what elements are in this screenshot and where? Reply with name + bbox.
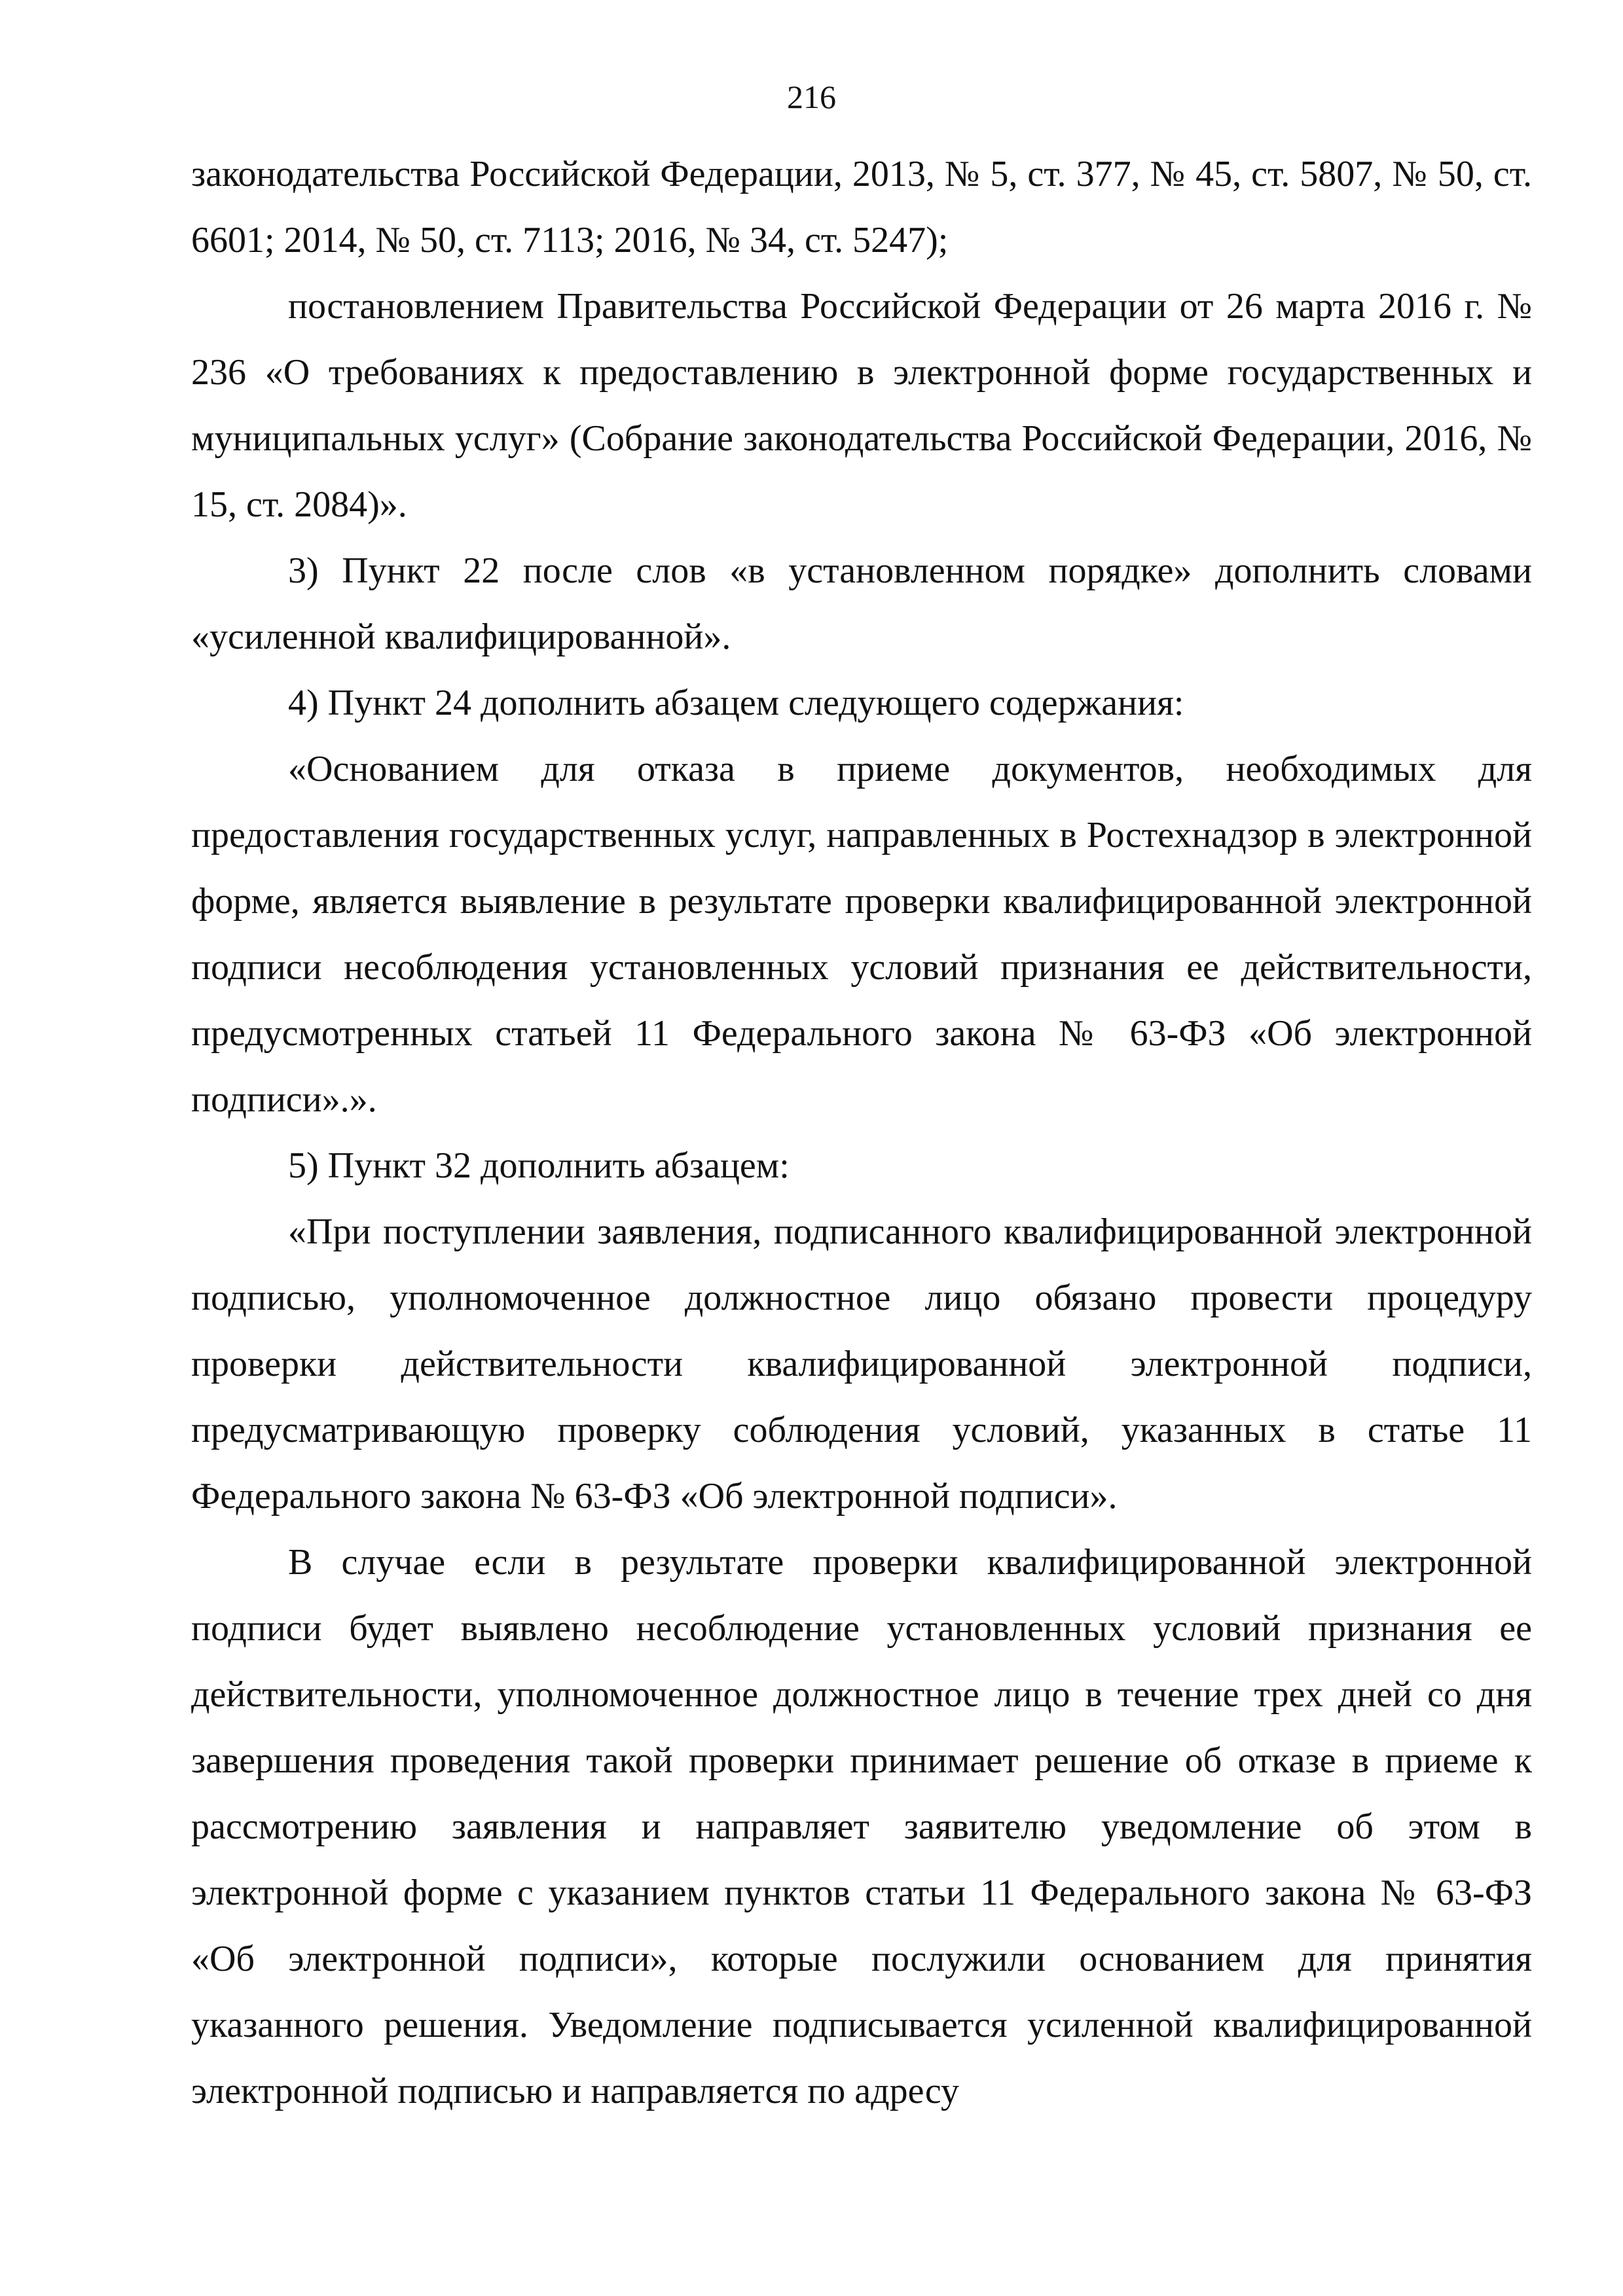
paragraph-item-4: 4) Пункт 24 дополнить абзацем следующего содержания:: [288, 683, 1184, 723]
paragraph-item-3: 3) Пункт 22 после слов «в установленном порядке» дополнить словами «усиленной квалифицированной».: [191, 550, 1532, 657]
page-number: 216: [787, 79, 836, 115]
document-body: [191, 141, 1532, 2125]
paragraph-resolution-reference: постановлением Правительства Российской Федерации от 26 марта 2016 г. № 236 «О требованиях к предоставлению в электронной форме государственных и муниципальных услуг» (Собрание законодательства Российской Федерации, 2016, № 15, ст. 2084)».: [191, 286, 1532, 525]
paragraph-rejection-procedure: В случае если в результате проверки квалифицированной электронной подписи будет выявлено несоблюдение установленных условий признания ее действительности, уполномоченное должностное лицо в течение трех дней со дня завершения проведения такой проверки принимает решение об отказе в приеме к рассмотрению заявления и направляет заявителю уведомление об этом в электронной форме с указанием пунктов статьи 11 Федерального закона № 63-ФЗ «Об электронной подписи», которые послужили основанием для принятия указанного решения. Уведомление подписывается усиленной квалифицированной электронной подписью и направляется по адресу: [191, 1542, 1532, 2111]
paragraph-item-5-text: «При поступлении заявления, подписанного квалифицированной электронной подписью, уполномоченное должностное лицо обязано провести процедуру проверки действительности квалифицированной электронной подписи, предусматривающую проверку соблюдения условий, указанных в статье 11 Федерального закона № 63-ФЗ «Об электронной подписи».: [191, 1211, 1532, 1516]
paragraph-item-4-text: «Основанием для отказа в приеме документов, необходимых для предоставления государственных услуг, направленных в Ростехнадзор в электронной форме, является выявление в результате проверки квалифицированной электронной подписи несоблюдения установленных условий признания ее действительности, предусмотренных статьей 11 Федерального закона № 63-ФЗ «Об электронной подписи».».: [191, 749, 1532, 1120]
paragraph-continuation: законодательства Российской Федерации, 2013, № 5, ст. 377, № 45, ст. 5807, № 50, ст. 6601; 2014, № 50, ст. 7113; 2016, № 34, ст. 5247);: [191, 154, 1532, 260]
paragraph-item-5: 5) Пункт 32 дополнить абзацем:: [288, 1145, 790, 1186]
